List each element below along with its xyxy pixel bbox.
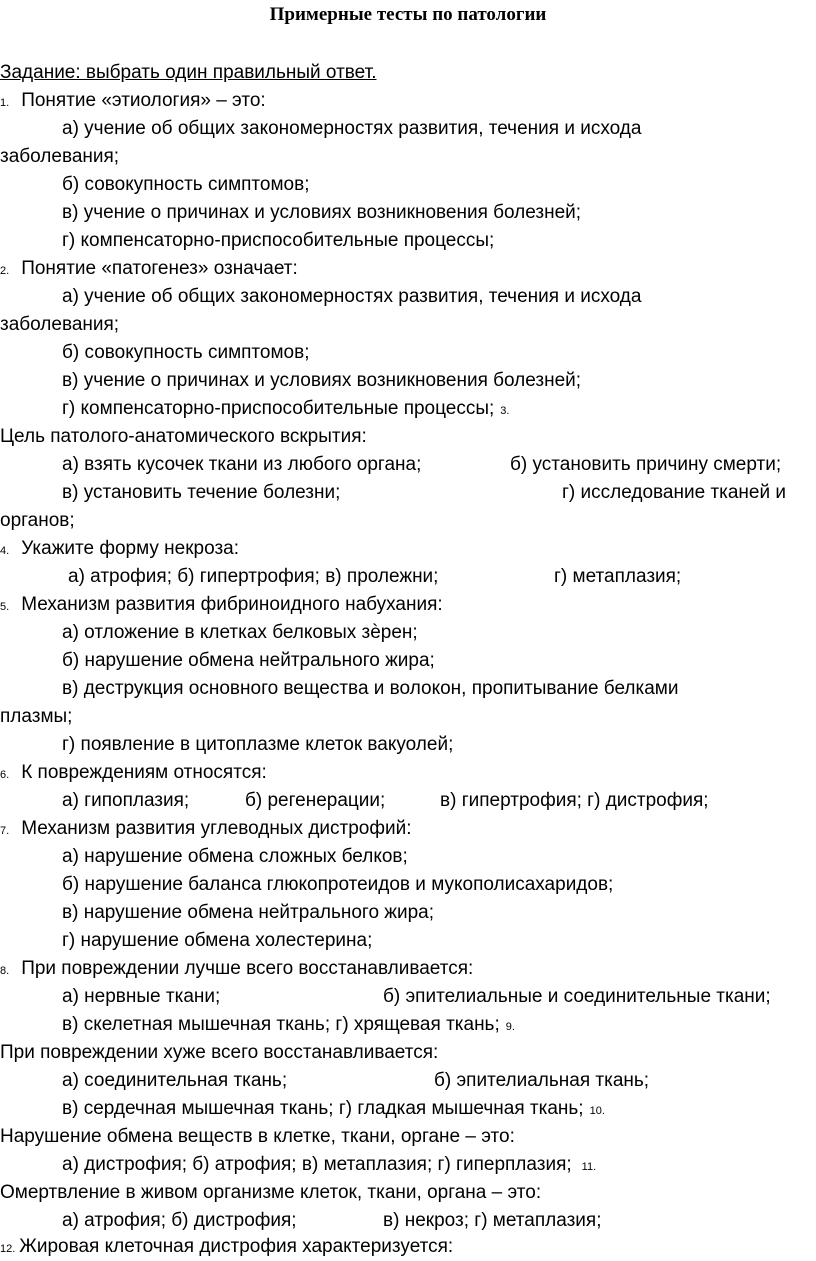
answer-b: б) нарушение обмена нейтрального жира; (62, 650, 435, 671)
question-10: Нарушение обмена веществ в клетке, ткани, органе – это: (0, 1126, 515, 1147)
answer-b: б) нарушение баланса глюкопротеидов и мукополисахаридов; (62, 874, 614, 895)
question-text: К повреждениям относятся: (21, 762, 267, 783)
question-text: Механизм развития фибриноидного набухания: (21, 594, 443, 615)
instruction: Задание: выбрать один правильный ответ. (0, 62, 377, 83)
answer-c: в) деструкция основного вещества и волокон, пропитывание белками (62, 678, 679, 699)
answer-d-continued: органов; (0, 510, 75, 531)
answer-b: б) совокупность симптомов; (62, 174, 310, 195)
answer-c: в) учение о причинах и условиях возникновения болезней; (62, 202, 582, 223)
answer-b: б) эпителиальная ткань; (434, 1070, 650, 1091)
question-text: При повреждении лучше всего восстанавливается: (21, 958, 474, 979)
question-3: Цель патолого-анатомического вскрытия: (0, 426, 367, 447)
question-1 (0, 89, 266, 115)
answer-abc: а) атрофия; б) гипертрофия; в) пролежни; (68, 566, 439, 587)
answer-cd: в) некроз; г) метаплазия; (383, 1210, 602, 1231)
answer-cd: в) гипертрофия; г) дистрофия; (440, 790, 709, 811)
question-number: 6. (0, 769, 10, 781)
question-text: Жировая клеточная дистрофия характеризуется: (19, 1236, 454, 1257)
answer-d: г) метаплазия; (554, 566, 682, 587)
answer-a-continued: заболевания; (0, 314, 120, 335)
answer-a: а) гипоплазия; (62, 790, 190, 811)
answer-a: а) нарушение обмена сложных белков; (62, 846, 408, 867)
question-4 (0, 537, 239, 563)
question-number: 4. (0, 545, 10, 557)
answer-cd: в) скелетная мышечная ткань; г) хрящевая ткань; 9. (62, 1014, 515, 1035)
answer-a: а) взять кусочек ткани из любого органа; (62, 454, 422, 475)
answer-a: а) нервные ткани; (62, 986, 221, 1007)
answer-d: г) компенсаторно-приспособительные процессы; (62, 230, 495, 251)
answer-b: б) регенерации; (245, 790, 386, 811)
question-text: Укажите форму некроза: (21, 538, 240, 559)
question-number: 3. (500, 405, 510, 417)
answer-d: г) нарушение обмена холестерина; (62, 930, 373, 951)
question-text: Понятие «патогенез» означает: (21, 258, 298, 279)
answer-ab: а) атрофия; б) дистрофия; (62, 1210, 297, 1231)
answer-a: а) учение об общих закономерностях развития, течения и исхода (62, 118, 642, 139)
answer-a: а) отложение в клетках белковых зѐрен; (62, 622, 418, 643)
answer-a: а) учение об общих закономерностях развития, течения и исхода (62, 286, 642, 307)
answer-a: а) соединительная ткань; (62, 1070, 288, 1091)
question-number: 5. (0, 601, 10, 613)
question-number: 11. (581, 1161, 597, 1173)
answer-options: а) дистрофия; б) атрофия; в) метаплазия; г) гиперплазия; 11. (62, 1154, 597, 1175)
question-number: 7. (0, 825, 10, 837)
question-2 (0, 257, 298, 283)
question-9: При повреждении хуже всего восстанавливается: (0, 1042, 439, 1063)
question-6 (0, 761, 267, 787)
question-text: Механизм развития углеводных дистрофий: (21, 818, 412, 839)
question-11: Омертвление в живом организме клеток, ткани, органа – это: (0, 1182, 542, 1203)
question-number: 2. (0, 265, 10, 277)
answer-b: б) эпителиальные и соединительные ткани; (383, 986, 771, 1007)
question-5 (0, 593, 443, 619)
question-number: 10. (589, 1105, 605, 1117)
answer-b: б) установить причину смерти; (510, 454, 782, 475)
question-text: Понятие «этиология» – это: (21, 90, 266, 111)
answer-d: г) компенсаторно-приспособительные процессы; 3. (62, 398, 510, 419)
answer-cd: в) сердечная мышечная ткань; г) гладкая мышечная ткань; 10. (62, 1098, 605, 1119)
question-number: 8. (0, 965, 10, 977)
answer-d: г) появление в цитоплазме клеток вакуолей; (62, 734, 454, 755)
question-number: 1. (0, 97, 10, 109)
answer-b: б) совокупность симптомов; (62, 342, 310, 363)
question-7 (0, 817, 412, 843)
answer-d: г) исследование тканей и (562, 482, 787, 503)
answer-c: в) установить течение болезни; (62, 482, 341, 503)
answer-a-continued: заболевания; (0, 146, 120, 167)
question-8 (0, 957, 473, 983)
question-12 (0, 1235, 453, 1261)
question-number: 9. (505, 1021, 515, 1033)
question-number: 12. (0, 1243, 16, 1255)
page-title: Примерные тесты по патологии (269, 4, 547, 25)
answer-c-continued: плазмы; (0, 706, 73, 727)
answer-c: в) нарушение обмена нейтрального жира; (62, 902, 435, 923)
answer-c: в) учение о причинах и условиях возникновения болезней; (62, 370, 582, 391)
